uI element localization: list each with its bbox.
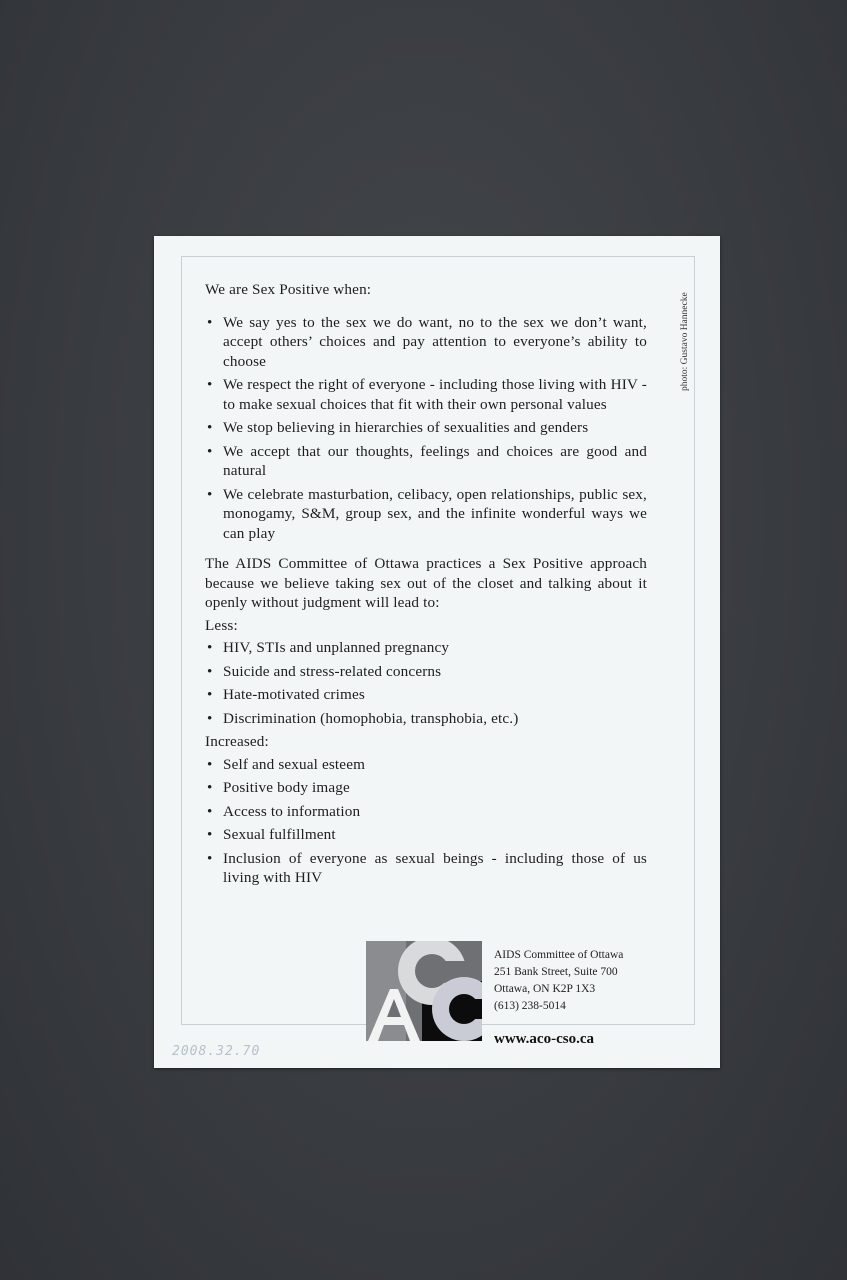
less-list bbox=[205, 638, 647, 728]
positive-when-list bbox=[205, 313, 647, 544]
list-item: • Access to information bbox=[205, 802, 647, 822]
list-item: • Sexual fulfillment bbox=[205, 825, 647, 845]
list-item: • We celebrate masturbation, celibacy, open relationships, public sex, monogamy, S&M, group sex, and the infinite wonderful ways we can play bbox=[205, 485, 647, 544]
less-heading: Less: bbox=[205, 616, 238, 634]
list-item: • We respect the right of everyone - including those living with HIV - to make sexual choices that fit with their own personal values bbox=[205, 375, 647, 414]
address-block bbox=[494, 947, 623, 1015]
catalog-mark: 2008.32.70 bbox=[172, 1044, 261, 1059]
org-name: AIDS Committee of Ottawa bbox=[494, 949, 624, 961]
postcard-back bbox=[154, 236, 720, 1068]
photo-credit-text: photo: Gustavo Hannecke bbox=[680, 292, 690, 391]
list-item: • HIV, STIs and unplanned pregnancy bbox=[205, 638, 647, 658]
list-item: • We accept that our thoughts, feelings and choices are good and natural bbox=[205, 442, 647, 481]
increased-heading: Increased: bbox=[205, 733, 269, 750]
list-item: • Discrimination (homophobia, transphobia, etc.) bbox=[205, 709, 647, 729]
list-item: • We say yes to the sex we do want, no to the sex we don’t want, accept others’ choices and pay attention to everyone’s ability to choose bbox=[205, 313, 647, 372]
list-item: • Positive body image bbox=[205, 778, 647, 798]
list-item: • Inclusion of everyone as sexual beings - including those of us living with HIV bbox=[205, 849, 647, 888]
website-link[interactable]: www.aco-cso.ca bbox=[494, 1031, 594, 1047]
increased-list bbox=[205, 755, 647, 888]
list-item: • Self and sexual esteem bbox=[205, 755, 647, 775]
intro-heading: We are Sex Positive when: bbox=[205, 281, 372, 298]
list-item: • Hate-motivated crimes bbox=[205, 685, 647, 705]
organization-footer bbox=[366, 941, 666, 1051]
approach-paragraph: The AIDS Committee of Ottawa practices a Sex Positive approach because we believe taking sex out of the closet and talking about it openly without judgment will lead to: bbox=[205, 555, 647, 611]
list-item: • Suicide and stress-related concerns bbox=[205, 662, 647, 682]
org-phone: (613) 238-5014 bbox=[494, 1000, 566, 1012]
list-item: • We stop believing in hierarchies of sexualities and genders bbox=[205, 418, 647, 438]
main-text bbox=[205, 280, 647, 892]
org-street: 251 Bank Street, Suite 700 bbox=[494, 966, 618, 978]
aco-logo bbox=[366, 941, 482, 1041]
org-city: Ottawa, ON K2P 1X3 bbox=[494, 983, 596, 995]
photo-credit bbox=[680, 256, 692, 456]
